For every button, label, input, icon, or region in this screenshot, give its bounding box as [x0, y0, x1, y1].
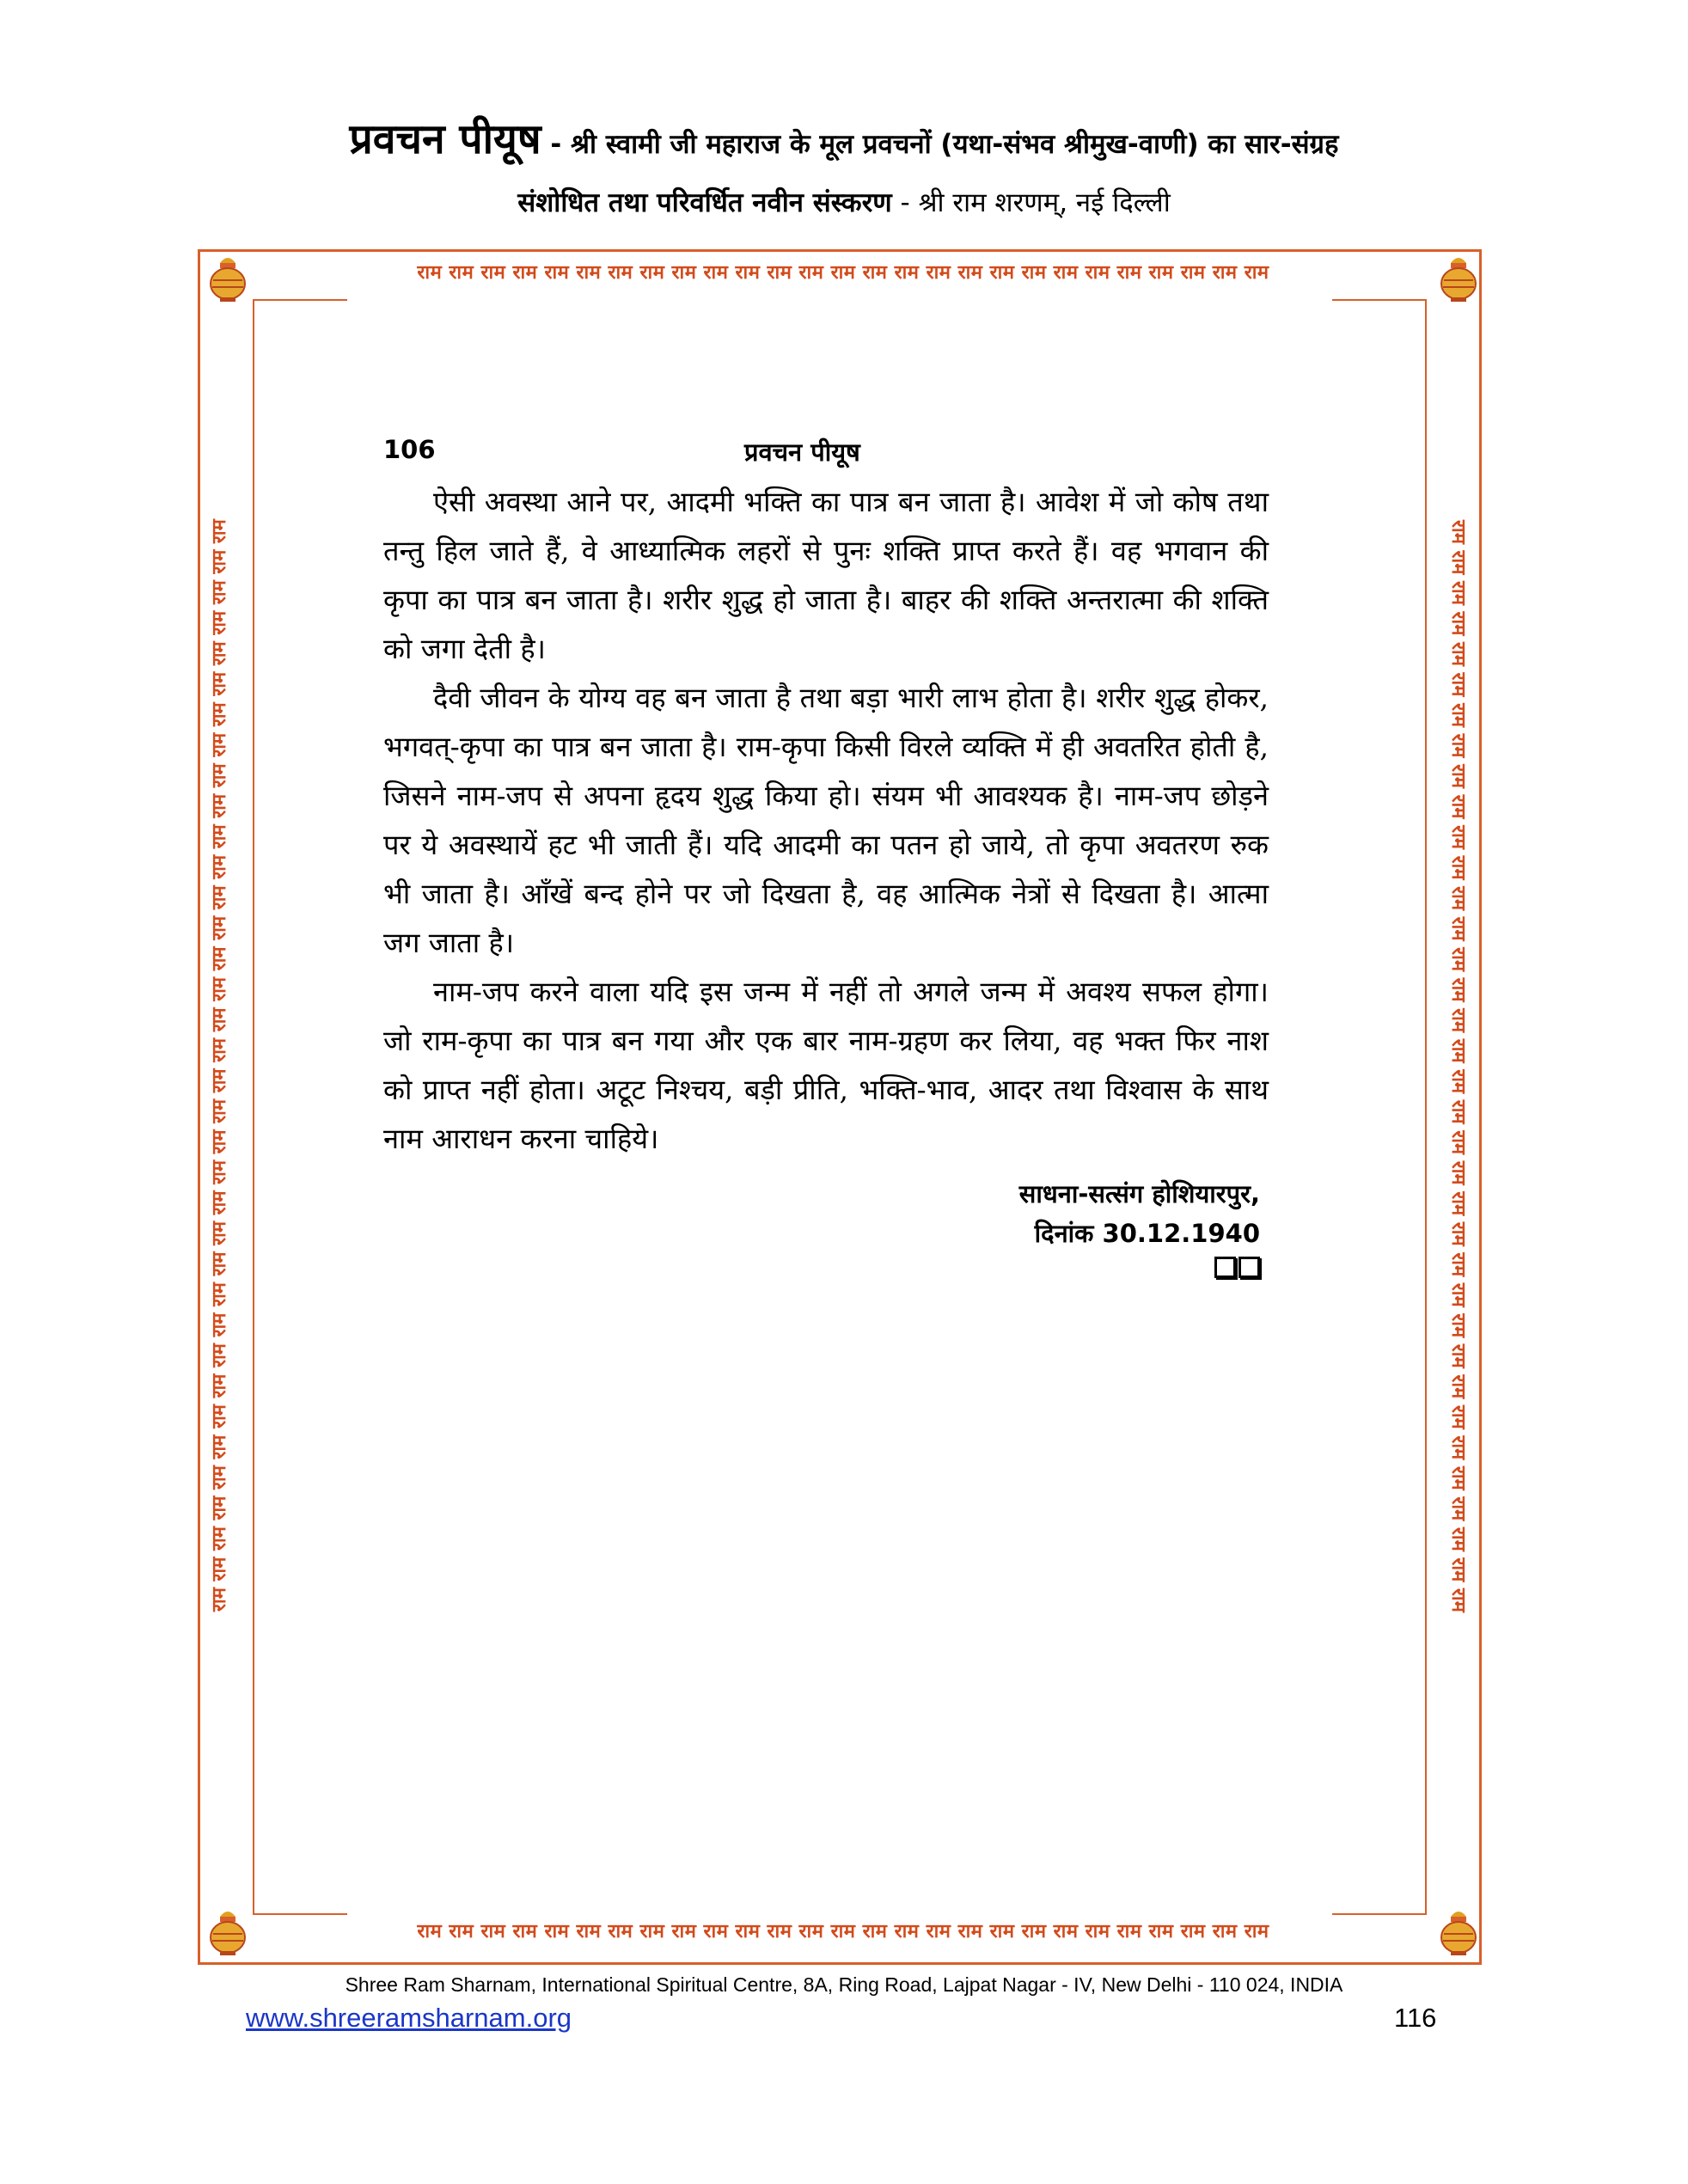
square-ornament-icon — [1238, 1257, 1260, 1278]
scanned-book-page — [383, 435, 1269, 1282]
kalash-ornament-icon — [201, 1905, 254, 1958]
kalash-ornament-icon — [1432, 1905, 1485, 1958]
paragraph: दैवी जीवन के योग्य वह बन जाता है तथा बड़ा भारी लाभ होता है। शरीर शुद्ध होकर, भगवत्-कृपा का पात्र बन जाता है। राम-कृपा किसी विरले व्यक्ति में ही अवतरित होती है, जिसने नाम-जप से अपना हृदय शुद्ध किया हो। संयम भी आवश्यक है। नाम-जप छोड़ने पर ये अवस्थायें हट भी जाती हैं। यदि आदमी का पतन हो जाये, तो कृपा अवतरण रुक भी जाता है। आँखें बन्द होने पर जो दिखता है, वह आत्मिक नेत्रों से दिखता है। आत्मा जग जाता है। — [383, 682, 1269, 959]
paragraph: नाम-जप करने वाला यदि इस जन्म में नहीं तो अगले जन्म में अवश्य सफल होगा। जो राम-कृपा का पात्र बन गया और एक बार नाम-ग्रहण कर लिया, वह भक्त फिर नाश को प्राप्त नहीं होता। अटूट निश्चय, बड़ी प्रीति, भक्ति-भाव, आदर तथा विश्वास के साथ नाम आराधन करना चाहिये। — [383, 976, 1269, 1155]
discourse-signature — [383, 1174, 1269, 1253]
publisher-label: - श्री राम शरणम्, नई दिल्ली — [891, 187, 1171, 218]
border-top-ram-text: राम राम राम राम राम राम राम राम राम राम राम राम राम राम राम राम राम राम राम राम राम राम राम राम राम राम राम — [417, 262, 1269, 284]
book-page-number: 106 — [383, 435, 436, 464]
document-header-title-line — [0, 110, 1688, 166]
border-bottom-ram-text: राम राम राम राम राम राम राम राम राम राम राम राम राम राम राम राम राम राम राम राम राम राम राम राम राम राम राम — [417, 1921, 1269, 1942]
edition-label: संशोधित तथा परिवर्धित नवीन संस्करण — [517, 187, 892, 218]
book-page-header — [383, 435, 1269, 478]
end-of-section-mark — [383, 1257, 1269, 1282]
book-subtitle: - श्री स्वामी जी महाराज के मूल प्रवचनों (यथा-संभव श्रीमुख-वाणी) का सार-संग्रह — [541, 129, 1339, 160]
footer-page-number: 116 — [1394, 2003, 1437, 2033]
book-running-title: प्रवचन पीयूष — [744, 437, 860, 467]
document-header-edition-line — [0, 184, 1688, 220]
border-left-ram-text: राम राम राम राम राम राम राम राम राम राम राम राम राम राम राम राम राम राम राम राम राम राम राम राम राम राम राम राम राम राम राम राम राम राम राम राम — [209, 519, 230, 1612]
paragraph: ऐसी अवस्था आने पर, आदमी भक्ति का पात्र बन जाता है। आवेश में जो कोष तथा तन्तु हिल जाते हैं, वे आध्यात्मिक लहरों से पुनः शक्ति प्राप्त करते हैं। वह भगवान की कृपा का पात्र बन जाता है। शरीर शुद्ध हो जाता है। बाहर की शक्ति अन्तरात्मा की शक्ति को जगा देती है। — [383, 486, 1269, 665]
border-right-ram-text: राम राम राम राम राम राम राम राम राम राम राम राम राम राम राम राम राम राम राम राम राम राम राम राम राम राम राम राम राम राम राम राम राम राम राम राम — [1447, 519, 1469, 1612]
kalash-ornament-icon — [201, 251, 254, 304]
signature-date: दिनांक 30.12.1940 — [1034, 1219, 1260, 1248]
square-ornament-icon — [1214, 1257, 1236, 1278]
kalash-ornament-icon — [1432, 251, 1485, 304]
book-title: प्रवचन पीयूष — [349, 115, 541, 163]
website-link[interactable]: www.shreeramsharnam.org — [246, 2003, 572, 2033]
footer-address: Shree Ram Sharnam, International Spiritual Centre, 8A, Ring Road, Lajpat Nagar - IV, New Delhi - 110 024, INDIA — [345, 1973, 1343, 1996]
signature-place: साधना-सत्संग होशियारपुर, — [1018, 1179, 1260, 1208]
